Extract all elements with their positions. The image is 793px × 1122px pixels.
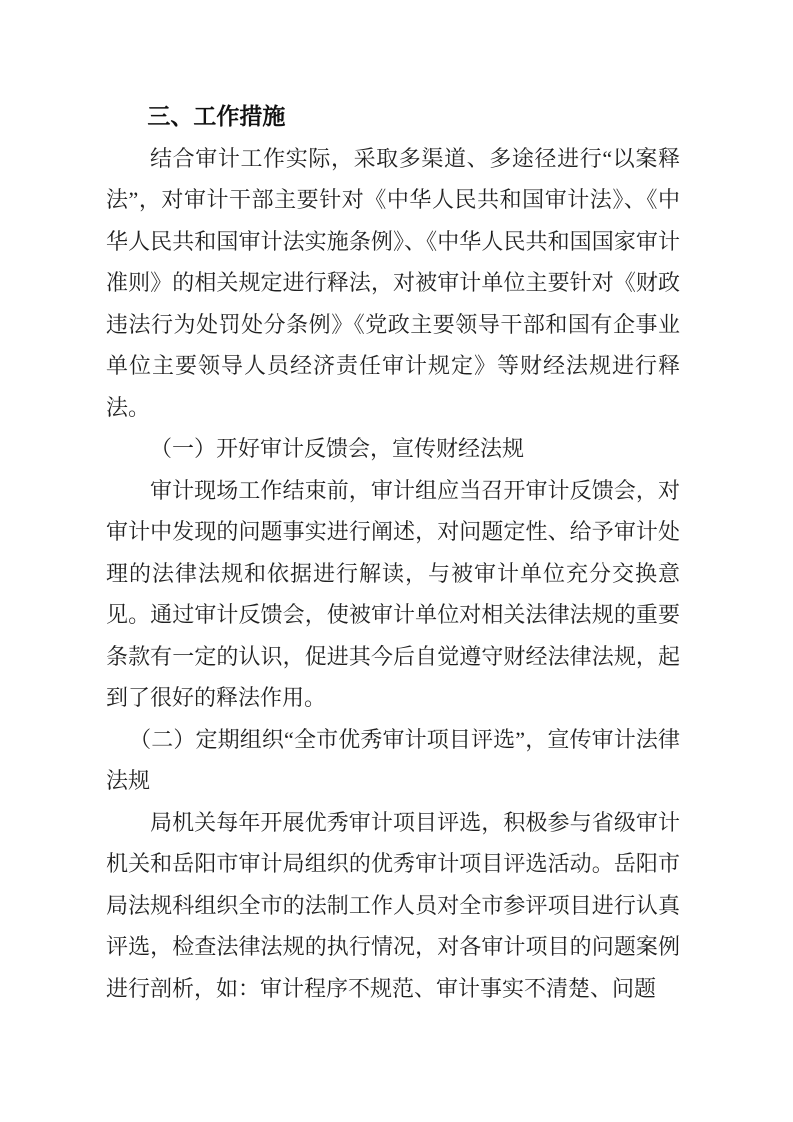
paragraph-audit-feedback-meeting: 审计现场工作结束前，审计组应当召开审计反馈会，对审计中发现的问题事实进行阐述，对问题定性、给予审计处理的法律法规和依据进行解读，与被审计单位充分交换意见。通过审计反馈会，使被审计单位对相关法律法规的重要条款有一定的认识，促进其今后自觉遵守财经法律法规，起到了很好的释法作用。 <box>106 477 680 710</box>
section-heading: 三、工作措施 <box>147 103 286 129</box>
paragraph-project-selection: 局机关每年开展优秀审计项目评选，积极参与省级审计机关和岳阳市审计局组织的优秀审计项目评选活动。岳阳市局法规科组织全市的法制工作人员对全市参评项目进行认真评选，检查法律法规的执行情况，对各审计项目的问题案例进行剖析，如：审计程序不规范、审计事实不清楚、问题 <box>106 809 680 1001</box>
subheading-one-audit-feedback: （一）开好审计反馈会，宣传财经法规 <box>150 436 525 461</box>
paragraph-intro-release-law: 结合审计工作实际，采取多渠道、多途径进行“以案释法”，对审计干部主要针对《中华人民共和国审计法》、《中华人民共和国审计法实施条例》、《中华人民共和国国家审计准则》的相关规定进行释法，对被审计单位主要针对《财政违法行为处罚处分条例》《党政主要领导干部和国有企事业单位主要领导人员经济责任审计规定》等财经法规进行释法。 <box>106 145 680 420</box>
subheading-two-project-selection: （二）定期组织“全市优秀审计项目评选”，宣传审计法律法规 <box>106 726 680 793</box>
